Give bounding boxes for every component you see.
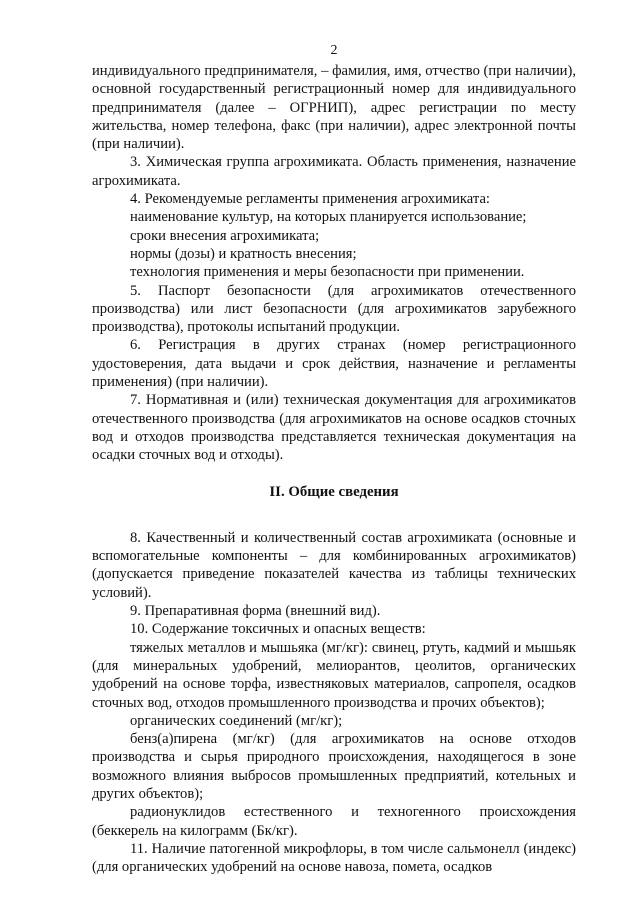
spacer bbox=[92, 501, 576, 529]
paragraph-7: 7. Нормативная и (или) техническая документация для агрохимикатов отечественного производства (для агрохимикатов на основе осадков сточных вод и отходов производства представляется техническая документация на осадки сточных вод и отходы). bbox=[92, 392, 576, 464]
paragraph-4-timing: сроки внесения агрохимиката; bbox=[130, 227, 320, 244]
paragraph-10-heavy-metals: тяжелых металлов и мышьяка (мг/кг): свинец, ртуть, кадмий и мышьяк (для минеральных удобрений, мелиорантов, цеолитов, органических удобрений на основе торфа, известняковых материалов, сапропеля, осадков сточных вод, отходов промышленного производства и прочих объектов); bbox=[92, 639, 576, 711]
paragraph-4: 4. Рекомендуемые регламенты применения агрохимиката: bbox=[130, 191, 490, 208]
page-number: 2 bbox=[330, 43, 338, 58]
paragraph-4-crops: наименование культур, на которых планируется использование; bbox=[130, 209, 527, 226]
paragraph-8: 8. Качественный и количественный состав агрохимиката (основные и вспомогательные компоненты – для комбинированных агрохимикатов) (допускается приведение показателей качества из таблицы технических условий). bbox=[92, 529, 576, 601]
paragraph-3: 3. Химическая группа агрохимиката. Область применения, назначение агрохимиката. bbox=[92, 154, 576, 189]
paragraph-10-radionuclides: радионуклидов естественного и техногенного происхождения (беккерель на килограмм (Бк/кг). bbox=[92, 804, 576, 839]
paragraph-4-technology: технология применения и меры безопасности при применении. bbox=[130, 264, 525, 281]
spacer bbox=[92, 465, 576, 483]
paragraph-4-doses: нормы (дозы) и кратность внесения; bbox=[130, 245, 357, 262]
paragraph-11: 11. Наличие патогенной микрофлоры, в том числе сальмонелл (индекс) (для органических удобрений на основе навоза, помета, осадков bbox=[92, 840, 576, 876]
paragraph-applicant-details: индивидуального предпринимателя, – фамилия, имя, отчество (при наличии), основной государственный регистрационный номер для индивидуального предпринимателя (далее – ОГРНИП), адрес регистрации по месту жительства, номер телефона, факс (при наличии), адрес электронной почты (при наличии). bbox=[92, 63, 576, 153]
paragraph-5: 5. Паспорт безопасности (для агрохимикатов отечественного производства) или лист безопасности (для агрохимикатов зарубежного производства), протоколы испытаний продукции. bbox=[92, 282, 576, 336]
paragraph-9: 9. Препаративная форма (внешний вид). bbox=[130, 603, 381, 620]
document-body bbox=[92, 62, 576, 876]
paragraph-10-organic: органических соединений (мг/кг); bbox=[130, 712, 343, 729]
paragraph-10: 10. Содержание токсичных и опасных веществ: bbox=[130, 621, 426, 638]
paragraph-6: 6. Регистрация в других странах (номер регистрационного удостоверения, дата выдачи и срок действия, назначение и регламенты применения) (при наличии). bbox=[92, 337, 576, 391]
section-heading-general-info: II. Общие сведения bbox=[269, 483, 399, 500]
paragraph-10-benzopyrene: бенз(а)пирена (мг/кг) (для агрохимикатов на основе отходов производства и сырья природного происхождения, находящегося в зоне возможного влияния выбросов промышленных предприятий, котельных и других объектов); bbox=[92, 731, 576, 802]
